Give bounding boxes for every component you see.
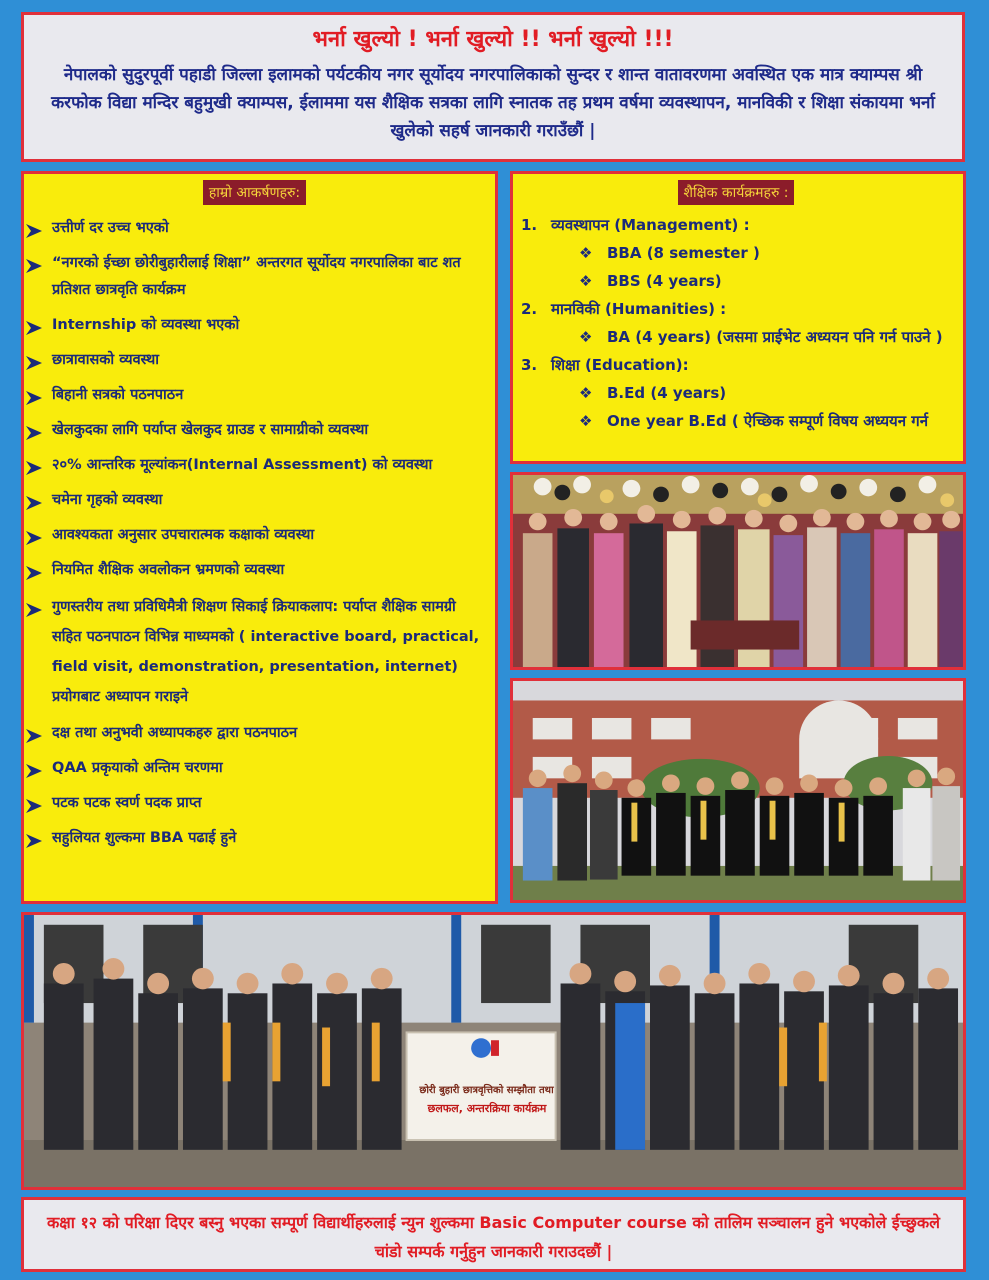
attraction-item [24, 347, 485, 374]
attraction-text: बिहानी सत्रको पठनपाठन [52, 387, 184, 403]
intro-paragraph: नेपालको सुदुरपूर्वी पहाडी जिल्ला इलामको पर्यटकीय नगर सूर्योदय नगरपालिकाको सुन्दर र शान्त वातावरणमा अवस्थित एक मात्र क्याम्पस श्री करफोक विद्या मन्दिर बहुमुखी क्याम्पस, ईलाममा यस शैक्षिक सत्रका लागि स्नातक तह प्रथम वर्षमा व्यवस्थापन, मानविकी र शिक्षा संकायमा भर्ना खुलेको सहर्ष जानकारी गराउँछौं | [51, 65, 935, 141]
program-number: 1. [521, 216, 538, 234]
attraction-text: खेलकुदका लागि पर्याप्त खेलकुद ग्राउड र सामाग्रीको व्यवस्था [52, 422, 369, 438]
program-course-text: BBA (8 semester ) [607, 244, 760, 262]
attraction-text: Internship को व्यवस्था भएको [52, 317, 240, 333]
program-course-text: BA (4 years) (जसमा प्राईभेट अध्ययन पनि गर्न पाउने ) [607, 328, 943, 346]
attraction-item [24, 790, 485, 817]
header-panel [21, 12, 965, 162]
arrow-bullet-icon [26, 796, 42, 810]
program-course-text: BBS (4 years) [607, 272, 722, 290]
attraction-item [24, 557, 485, 584]
arrow-bullet-icon [26, 423, 42, 437]
arrow-bullet-icon [26, 831, 42, 845]
graduation-group-photo [510, 678, 966, 903]
program-faculty-name: मानविकी (Humanities) : [551, 300, 727, 318]
award-ceremony-photo [510, 472, 966, 670]
attractions-panel [21, 171, 498, 904]
attraction-text: सहुलियत शुल्कमा BBA पढाई हुने [52, 830, 237, 846]
arrow-bullet-icon [26, 726, 42, 740]
attraction-text: चमेना गृहको व्यवस्था [52, 492, 163, 508]
program-course-item [521, 379, 951, 407]
attraction-item [24, 522, 485, 549]
attraction-text: दक्ष तथा अनुभवी अध्यापकहरु द्वारा पठनपाठन [52, 725, 298, 741]
attraction-item [24, 215, 485, 242]
diamond-bullet-icon: ❖ [579, 244, 593, 262]
attraction-text: २०% आन्तरिक मूल्यांकन(Internal Assessment) को व्यवस्था [52, 457, 433, 473]
attraction-text: पटक पटक स्वर्ण पदक प्राप्त [52, 795, 202, 811]
arrow-bullet-icon [26, 388, 42, 402]
attraction-text: आवश्यकता अनुसार उपचारात्मक कक्षाको व्यवस्था [52, 527, 315, 543]
diamond-bullet-icon: ❖ [579, 328, 593, 346]
attraction-item [24, 487, 485, 514]
programs-heading: शैक्षिक कार्यक्रमहरु : [678, 180, 795, 205]
program-number: 3. [521, 356, 538, 374]
program-faculty-name: व्यवस्थापन (Management) : [551, 216, 750, 234]
programs-panel [510, 171, 966, 464]
attraction-item [24, 592, 485, 712]
attraction-text: “नगरको ईच्छा छोरीबुहारीलाई शिक्षा” अन्तरगत सूर्योदय नगरपालिका बाट शत प्रतिशत छात्रवृति कार्यक्रम [52, 255, 461, 298]
program-group [521, 295, 951, 323]
diamond-bullet-icon: ❖ [579, 272, 593, 290]
attractions-list [24, 215, 485, 852]
diamond-bullet-icon: ❖ [579, 412, 593, 430]
program-course-item [521, 267, 951, 295]
attraction-item [24, 417, 485, 444]
attraction-item [24, 825, 485, 852]
arrow-bullet-icon [26, 353, 42, 367]
program-faculty-name: शिक्षा (Education): [551, 356, 689, 374]
attraction-item [24, 452, 485, 479]
arrow-bullet-icon [26, 598, 42, 612]
program-course-item [521, 407, 951, 435]
program-course-item [521, 239, 951, 267]
attraction-item [24, 382, 485, 409]
scholarship-banner-line1: छोरी बुहारी छात्रवृत्तिको सम्झौता तथा [419, 1085, 554, 1096]
program-number: 2. [521, 300, 538, 318]
program-course-text: B.Ed (4 years) [607, 384, 727, 402]
attraction-text: गुणस्तरीय तथा प्रविधिमैत्री शिक्षण सिकाई क्रियाकलाप: पर्याप्त शैक्षिक सामग्री सहित पठनपाठन विभिन्न माध्यमको ( interactive board, practical, field visit, demonstration, presentation, internet) प्रयोगबाट अध्यापन गराइने [52, 599, 480, 705]
scholarship-banner-line2: छलफल, अन्तरक्रिया कार्यक्रम [427, 1102, 547, 1115]
arrow-bullet-icon [26, 458, 42, 472]
attraction-item [24, 250, 485, 304]
program-group [521, 351, 951, 379]
attraction-text: नियमित शैक्षिक अवलोकन भ्रमणको व्यवस्था [52, 562, 285, 578]
attraction-text: उत्तीर्ण दर उच्च भएको [52, 220, 169, 236]
arrow-bullet-icon [26, 493, 42, 507]
attraction-item [24, 312, 485, 339]
attraction-item [24, 755, 485, 782]
programs-list [521, 211, 951, 435]
program-group [521, 211, 951, 239]
arrow-bullet-icon [26, 528, 42, 542]
diamond-bullet-icon: ❖ [579, 384, 593, 402]
admission-open-title: भर्ना खुल्यो ! भर्ना खुल्यो !! भर्ना खुल्यो !!! [312, 27, 674, 52]
attraction-item [24, 720, 485, 747]
attraction-text: छात्रावासको व्यवस्था [52, 352, 160, 368]
attraction-text: QAA प्रकृयाको अन्तिम चरणमा [52, 760, 223, 776]
program-course-text: One year B.Ed ( ऐच्छिक सम्पूर्ण विषय अध्ययन गर्न [607, 412, 929, 430]
program-course-item [521, 323, 951, 351]
arrow-bullet-icon [26, 318, 42, 332]
scholarship-program-group-photo [21, 912, 966, 1190]
attractions-heading: हाम्रो आकर्षणहरु: [203, 180, 306, 205]
computer-course-notice: कक्षा १२ को परिक्षा दिएर बस्नु भएका सम्पूर्ण विद्यार्थीहरुलाई न्युन शुल्कमा Basic Computer course को तालिम सञ्चालन हुने भएकोले ईच्छुकले चांडो सम्पर्क गर्नुहुन जानकारी गराउदछौं | [21, 1197, 966, 1272]
arrow-bullet-icon [26, 761, 42, 775]
arrow-bullet-icon [26, 563, 42, 577]
arrow-bullet-icon [26, 221, 42, 235]
arrow-bullet-icon [26, 256, 42, 270]
